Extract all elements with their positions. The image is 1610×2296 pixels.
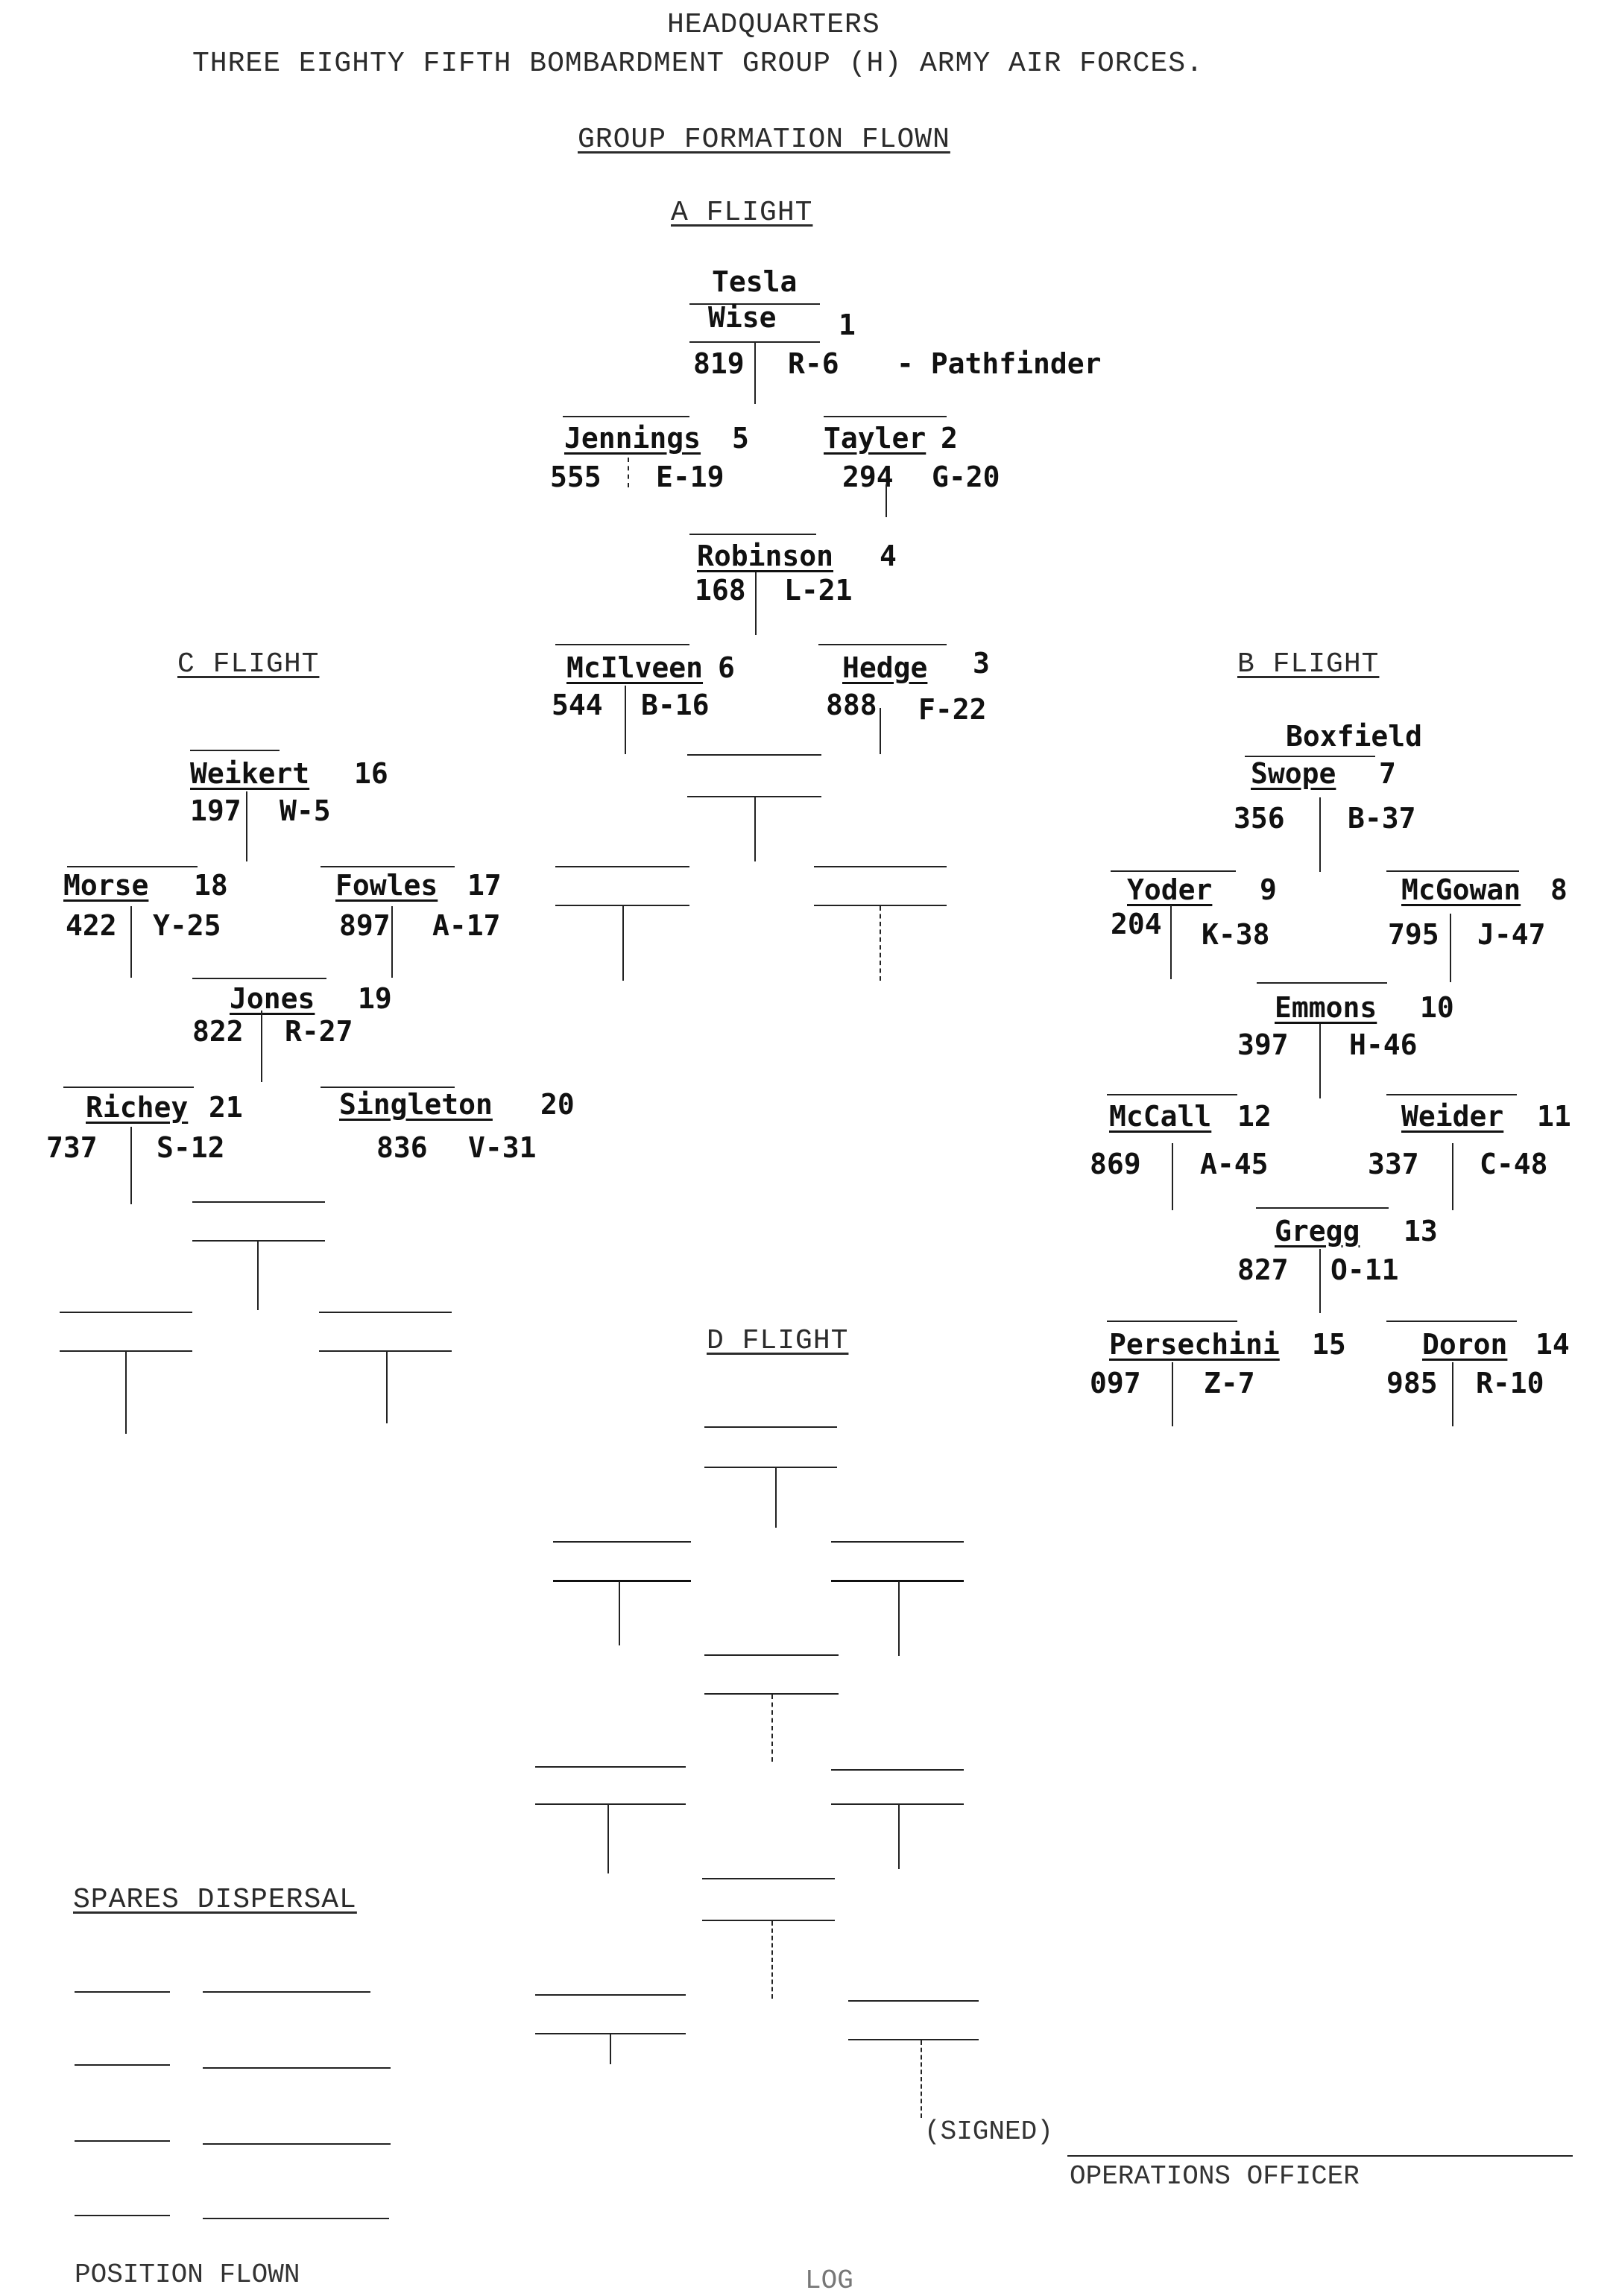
c-empty-slot-divider [257, 1242, 259, 1310]
signature-role: OPERATIONS OFFICER [1070, 2161, 1360, 2192]
a-lead-name-1: Tesla [712, 265, 798, 298]
b-p9-ship: 204 [1111, 908, 1162, 940]
d-empty-slot-divider [921, 2040, 922, 2118]
a-p4-ship: 168 [695, 574, 746, 607]
a-empty-slot-line [814, 866, 947, 867]
b-p14-code: R-10 [1476, 1367, 1544, 1400]
c-p16-name: Weikert [190, 757, 310, 790]
a-p5-ship: 555 [550, 461, 602, 493]
b-p12-line [1107, 1094, 1237, 1095]
a-lead-note: - Pathfinder [897, 347, 1102, 380]
header-line-2: THREE EIGHTY FIFTH BOMBARDMENT GROUP (H) ARMY AIR FORCES. [192, 48, 1204, 80]
spares-blank-line [203, 2067, 391, 2069]
c-empty-slot-line [319, 1312, 452, 1313]
a-lead-name-2: Wise [708, 301, 777, 334]
d-empty-slot-line [848, 2000, 979, 2002]
c-p17-divider [391, 906, 393, 978]
spares-blank-line [203, 1991, 370, 1993]
b-p7-name-1: Boxfield [1286, 720, 1423, 753]
position-flown-label: POSITION FLOWN [75, 2259, 300, 2290]
b-p14-divider [1452, 1362, 1453, 1426]
b-p13-line [1256, 1207, 1389, 1209]
a-p5-code: E-19 [656, 461, 724, 493]
b-p7-pos: 7 [1379, 757, 1396, 790]
a-lead-ship: 819 [693, 347, 745, 380]
d-empty-slot-line [553, 1541, 691, 1543]
header-line-1: HEADQUARTERS [667, 9, 880, 41]
d-flight-label: D FLIGHT [707, 1325, 849, 1357]
c-p16-line [190, 750, 280, 751]
c-p19-line [192, 978, 326, 979]
d-empty-slot-line [831, 1803, 964, 1805]
c-empty-slot-line [192, 1201, 325, 1203]
b-p13-pos: 13 [1404, 1215, 1438, 1247]
c-p19-pos: 19 [358, 982, 392, 1015]
a-p3-name: Hedge [842, 651, 928, 684]
b-p8-line [1386, 870, 1519, 872]
d-empty-slot-divider [898, 1581, 900, 1656]
c-p17-line [321, 866, 455, 867]
a-empty-slot-line [687, 754, 821, 756]
b-p15-code: Z-7 [1204, 1367, 1255, 1400]
b-p12-pos: 12 [1237, 1100, 1272, 1133]
a-lead-code: R-6 [788, 347, 839, 380]
b-p14-name: Doron [1422, 1328, 1508, 1361]
a-p2-name: Tayler [824, 422, 926, 455]
b-p15-line [1107, 1321, 1237, 1322]
d-empty-slot-line [535, 1994, 686, 1996]
a-p2-code: G-20 [932, 461, 1000, 493]
b-p9-name: Yoder [1127, 873, 1213, 906]
c-p20-pos: 20 [540, 1088, 575, 1121]
b-p10-ship: 397 [1237, 1028, 1289, 1061]
a-p3-code: F-22 [918, 693, 987, 726]
c-p21-code: S-12 [157, 1131, 225, 1164]
d-empty-slot-line [831, 1541, 964, 1543]
c-empty-slot-line [192, 1240, 325, 1242]
b-p8-pos: 8 [1550, 873, 1568, 906]
c-p17-ship: 897 [339, 909, 391, 942]
spares-blank-line [75, 2064, 170, 2066]
b-p7-code: B-37 [1348, 802, 1416, 835]
a-p3-ship: 888 [826, 689, 877, 721]
c-p19-code: R-27 [285, 1015, 353, 1048]
c-empty-slot-divider [386, 1352, 388, 1423]
a-empty-slot-divider [880, 906, 881, 981]
spares-label: SPARES DISPERSAL [73, 1884, 357, 1916]
d-empty-slot-line [535, 1803, 686, 1805]
a-empty-slot-line [555, 866, 689, 867]
page-mark: LOG [805, 2265, 853, 2296]
spares-blank-line [75, 2215, 170, 2216]
d-empty-slot-line [704, 1654, 839, 1656]
b-p13-divider [1319, 1249, 1321, 1313]
b-p11-name: Weider [1401, 1100, 1504, 1133]
d-empty-slot-line [702, 1920, 835, 1921]
a-flight-label: A FLIGHT [671, 197, 813, 229]
a-p3-divider [880, 708, 881, 754]
d-empty-slot-line [702, 1878, 835, 1879]
d-empty-slot-line [704, 1467, 837, 1468]
c-p16-ship: 197 [190, 794, 242, 827]
b-p12-divider [1172, 1143, 1173, 1210]
b-p10-name: Emmons [1275, 991, 1377, 1024]
c-p18-ship: 422 [66, 909, 117, 942]
c-p19-ship: 822 [192, 1015, 244, 1048]
c-p18-pos: 18 [194, 869, 228, 902]
c-p18-code: Y-25 [153, 909, 221, 942]
spares-blank-line [203, 2143, 391, 2145]
b-p8-ship: 795 [1388, 918, 1439, 951]
b-p9-code: K-38 [1202, 918, 1270, 951]
c-p18-divider [130, 906, 132, 978]
c-p16-divider [246, 791, 247, 861]
c-p18-name: Morse [63, 869, 149, 902]
a-p6-name: McIlveen [566, 651, 704, 684]
c-p17-code: A-17 [432, 909, 501, 942]
b-p10-pos: 10 [1420, 991, 1454, 1024]
b-p12-code: A-45 [1200, 1148, 1269, 1180]
b-p8-code: J-47 [1477, 918, 1546, 951]
b-p9-pos: 9 [1260, 873, 1277, 906]
b-p11-divider [1452, 1143, 1453, 1210]
b-p15-ship: 097 [1090, 1367, 1141, 1400]
spares-blank-line [203, 2218, 389, 2219]
a-lead-divider [754, 343, 756, 404]
b-flight-label: B FLIGHT [1237, 648, 1380, 680]
c-p16-code: W-5 [280, 794, 331, 827]
b-p10-code: H-46 [1349, 1028, 1418, 1061]
b-p15-name: Persechini [1109, 1328, 1280, 1361]
b-p9-divider [1170, 905, 1172, 979]
b-p10-line [1257, 982, 1387, 984]
a-p4-divider [755, 572, 757, 635]
a-p6-line [555, 644, 689, 645]
c-p17-name: Fowles [335, 869, 438, 902]
b-p14-line [1386, 1321, 1517, 1322]
c-p19-divider [261, 1011, 262, 1082]
d-empty-slot-line [553, 1580, 691, 1582]
a-p6-pos: 6 [718, 651, 735, 684]
b-p15-pos: 15 [1312, 1328, 1346, 1361]
b-p10-divider [1319, 1024, 1321, 1098]
a-p2-divider [886, 484, 887, 517]
spares-blank-line [75, 2140, 170, 2142]
a-p4-code: L-21 [784, 574, 853, 607]
d-empty-slot-line [848, 2039, 979, 2040]
c-empty-slot-line [319, 1350, 452, 1352]
spares-blank-line [75, 1991, 170, 1993]
a-p4-line [689, 534, 816, 535]
b-p11-ship: 337 [1368, 1148, 1419, 1180]
c-empty-slot-line [60, 1312, 192, 1313]
c-p20-name: Singleton [339, 1088, 493, 1121]
a-p5-line [563, 416, 689, 417]
b-p14-pos: 14 [1535, 1328, 1570, 1361]
d-empty-slot-divider [898, 1805, 900, 1869]
a-p3-pos: 3 [973, 647, 990, 680]
a-p4-pos: 4 [880, 540, 897, 572]
c-p20-code: V-31 [468, 1131, 537, 1164]
c-p20-ship: 836 [376, 1131, 428, 1164]
c-p21-pos: 21 [209, 1091, 243, 1124]
b-p13-name: Gregg [1275, 1215, 1360, 1247]
d-empty-slot-line [831, 1580, 964, 1582]
c-p16-pos: 16 [354, 757, 388, 790]
b-p9-line [1111, 870, 1236, 872]
d-empty-slot-divider [610, 2034, 611, 2064]
signature-line [1067, 2155, 1573, 2157]
a-p2-line [824, 416, 947, 417]
d-empty-slot-line [831, 1769, 964, 1771]
a-p4-name: Robinson [697, 540, 834, 572]
d-empty-slot-divider [775, 1468, 777, 1528]
c-p21-ship: 737 [46, 1131, 98, 1164]
a-p5-pos: 5 [732, 422, 749, 455]
b-p7-divider [1319, 797, 1321, 872]
b-p7-ship: 356 [1234, 802, 1285, 835]
a-p2-pos: 2 [941, 422, 958, 455]
a-p6-divider [625, 686, 626, 754]
c-p21-line [63, 1087, 194, 1088]
a-lead-pos: 1 [839, 309, 856, 341]
a-p3-line [818, 644, 947, 645]
a-p5-divider [628, 458, 629, 487]
a-p6-ship: 544 [552, 689, 603, 721]
a-p2-ship: 294 [842, 461, 894, 493]
c-p18-line [67, 866, 198, 867]
b-p11-pos: 11 [1537, 1100, 1571, 1133]
a-p6-code: B-16 [641, 689, 710, 721]
form-title: GROUP FORMATION FLOWN [578, 124, 950, 156]
b-p11-line [1386, 1094, 1517, 1095]
a-empty-slot-divider [622, 906, 624, 981]
c-p21-divider [130, 1127, 132, 1204]
d-empty-slot-line [704, 1426, 837, 1428]
c-flight-label: C FLIGHT [177, 648, 320, 680]
c-p17-pos: 17 [467, 869, 502, 902]
d-empty-slot-divider [607, 1805, 609, 1873]
c-p21-name: Richey [86, 1091, 189, 1124]
c-empty-slot-divider [125, 1352, 127, 1434]
b-p8-divider [1450, 914, 1451, 982]
b-p7-name-2: Swope [1251, 757, 1336, 790]
c-p19-name: Jones [230, 982, 315, 1015]
b-p14-ship: 985 [1386, 1367, 1438, 1400]
b-p11-code: C-48 [1480, 1148, 1548, 1180]
d-empty-slot-line [535, 1766, 686, 1768]
b-p15-divider [1172, 1362, 1173, 1426]
a-empty-slot-divider [754, 797, 756, 861]
a-p5-name: Jennings [564, 422, 701, 455]
b-p12-ship: 869 [1090, 1148, 1141, 1180]
d-empty-slot-divider [771, 1695, 773, 1762]
signed-label: (SIGNED) [924, 2116, 1053, 2147]
d-empty-slot-divider [771, 1921, 773, 1999]
b-p12-name: McCall [1109, 1100, 1212, 1133]
b-p8-name: McGowan [1401, 873, 1521, 906]
b-p13-code: O-11 [1330, 1253, 1399, 1286]
d-empty-slot-divider [619, 1581, 620, 1645]
b-p13-ship: 827 [1237, 1253, 1289, 1286]
